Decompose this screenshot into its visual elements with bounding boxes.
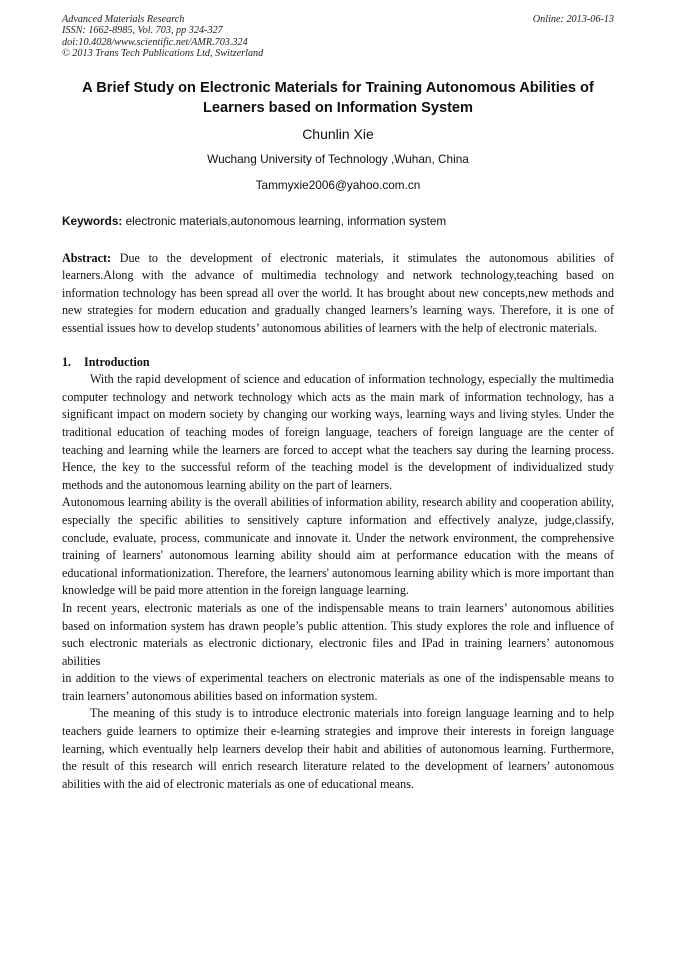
intro-paragraph-3: In recent years, electronic materials as one of the indispensable means to train learners’ autonomous abilities based on information system has drawn people’s public attention. This study explores the role and influence of such electronic materials as electronic dictionary, electronic files and IPad in training learners’ autonomous abilities [62,600,614,668]
section-heading [62,354,614,372]
journal-doi: doi:10.4028/www.scientific.net/AMR.703.324 [62,36,248,48]
intro-paragraph-1: With the rapid development of science and education of information technology, especially the multimedia computer technology and network technology which acts as the main mark of information technology, has a significant impact on modern society by changing our working ways, learning ways and living styles. Under the traditional education of teaching modes of foreign language, teachers of foreign language are the center of teaching and learning while the learners are forced to accept what the teachers say during the learning process. Hence, the key to the successful reform of the teaching model is the development of individualized study methods and the autonomous learning ability on the part of learners. [62,372,614,492]
paper-author: Chunlin Xie [302,125,374,142]
journal-copyright: © 2013 Trans Tech Publications Ltd, Switzerland [62,48,264,60]
keywords [62,214,614,228]
journal-issn: ISSN: 1662-8985, Vol. 703, pp 324-327 [62,25,223,37]
paper-page [62,14,614,793]
author-email: Tammyxie2006@yahoo.com.cn [255,177,421,192]
journal-name: Advanced Materials Research [62,14,185,25]
intro-paragraph-5: The meaning of this study is to introduce electronic materials into foreign language learning and to help teachers guide learners to optimize their e-learning strategies and improve their interests in foreign language learning, which eventually help learners develop their habit and abilities of autonomous learning. Furthermore, the result of this research will enrich research literature related to the development of learners’ autonomous abilities with the aid of electronic materials as one of educational means. [62,706,614,791]
abstract [62,250,614,338]
keywords-label: Keywords: [62,213,123,228]
abstract-text: Due to the development of electronic materials, it stimulates the autonomous abilities of learners.Along with the advance of multimedia technology and network technology,teaching based on information technology has been spread all over the world. It has brought about new concepts,new methods and new strategies for modern education and gradually changed learners’s learning ways. Therefore, it is one of essential issues how to develop students’ autonomous abilities of learners with the help of electronic materials. [62,250,614,335]
abstract-label: Abstract: [62,250,112,265]
paper-title: A Brief Study on Electronic Materials for Training Autonomous Abilities of Learners based on Information System [82,79,594,116]
intro-paragraph-2: Autonomous learning ability is the overall abilities of information ability, research ability and cooperation ability, especially the specific abilities to sensitively capture information and effectively analyze, judge,classify, conclude, evaluate, process, communicate and innovate it. Under the network environment, the comprehensive training of learners' autonomous learning ability should aim at performance education with the means of educational informationization. Therefore, the learners' autonomous learning ability which is more important than knowledge will be paid more attention in the foreign language learning. [62,495,614,598]
section-number: 1. [62,354,72,369]
author-affiliation: Wuchang University of Technology ,Wuhan, China [207,151,469,166]
journal-meta [62,14,614,60]
journal-header [62,14,614,60]
keywords-text: electronic materials,autonomous learning, information system [122,213,447,228]
intro-paragraph-4: in addition to the views of experimental teachers on electronic materials as one of the indispensable means to train learners’ autonomous abilities based on information system. [62,671,614,703]
section-title: Introduction [84,354,150,369]
online-date: Online: 2013-06-13 [532,14,614,25]
